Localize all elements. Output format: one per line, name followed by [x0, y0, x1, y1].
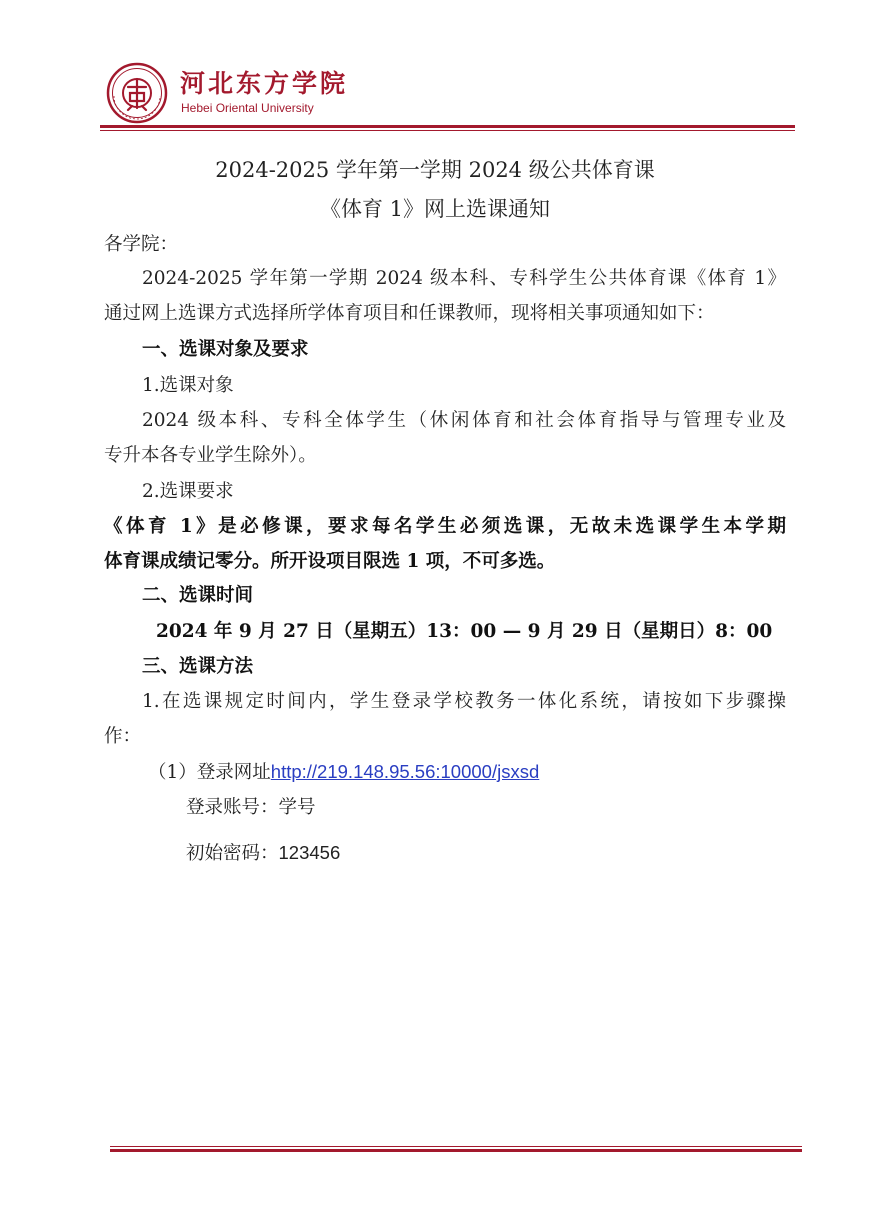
login-url-link[interactable]: http://219.148.95.56:10000/jsxsd [270, 761, 540, 782]
logo-chinese-name: 河北东方学院 [180, 69, 349, 98]
intro-text-line1: 2024-2025 学年第一学期 2024 级本科、专科学生公共体育课《体育 1》 [142, 268, 786, 289]
section1-heading: 一、选课对象及要求 [142, 339, 309, 360]
account-row [186, 796, 316, 820]
footer-divider [110, 1146, 802, 1153]
university-seal-icon [106, 62, 168, 124]
section3-heading: 三、选课方法 [142, 656, 254, 677]
section3-sub1-text-line1: 1.在选课规定时间内，学生登录学校教务一体化系统，请按如下步骤操 [142, 691, 786, 712]
section1-sub2-text-line2: 体育课成绩记零分。所开设项目限选 1 项，不可多选。 [104, 551, 556, 572]
notice-title-line2: 《体育 1》网上选课通知 [319, 197, 551, 221]
section1-sub1-text-line1: 2024 级本科、专科全体学生（休闲体育和社会体育指导与管理专业及 [142, 410, 786, 431]
intro-text-line2: 通过网上选课方式选择所学体育项目和任课教师，现将相关事项通知如下： [104, 303, 715, 324]
step1-row [148, 760, 539, 785]
section1-sub2-title: 2.选课要求 [142, 481, 234, 502]
section1-sub1-title: 1.选课对象 [142, 375, 234, 396]
account-label: 登录账号： [186, 797, 279, 818]
section1-sub1-text-line2: 专升本各专业学生除外）。 [104, 445, 317, 466]
notice-title-line1: 2024-2025 学年第一学期 2024 级公共体育课 [215, 158, 655, 182]
password-row [186, 841, 340, 866]
section2-heading: 二、选课时间 [142, 585, 254, 606]
letterhead [0, 0, 870, 140]
step1-label: （1）登录网址 [148, 762, 271, 783]
password-label: 初始密码： [186, 843, 279, 864]
logo-english-name: Hebei Oriental University [181, 101, 314, 115]
salutation: 各学院： [104, 234, 179, 255]
section1-sub2-text-line1: 《体育 1》是必修课，要求每名学生必须选课，无故未选课学生本学期 [104, 516, 786, 537]
header-divider [100, 125, 795, 132]
section2-time-range: 2024 年 9 月 27 日（星期五）13：00 — 9 月 29 日（星期日）8：00 [156, 621, 773, 642]
account-value: 学号 [278, 797, 316, 818]
password-value: 123456 [278, 842, 341, 863]
section3-sub1-text-line2: 作： [104, 726, 142, 747]
